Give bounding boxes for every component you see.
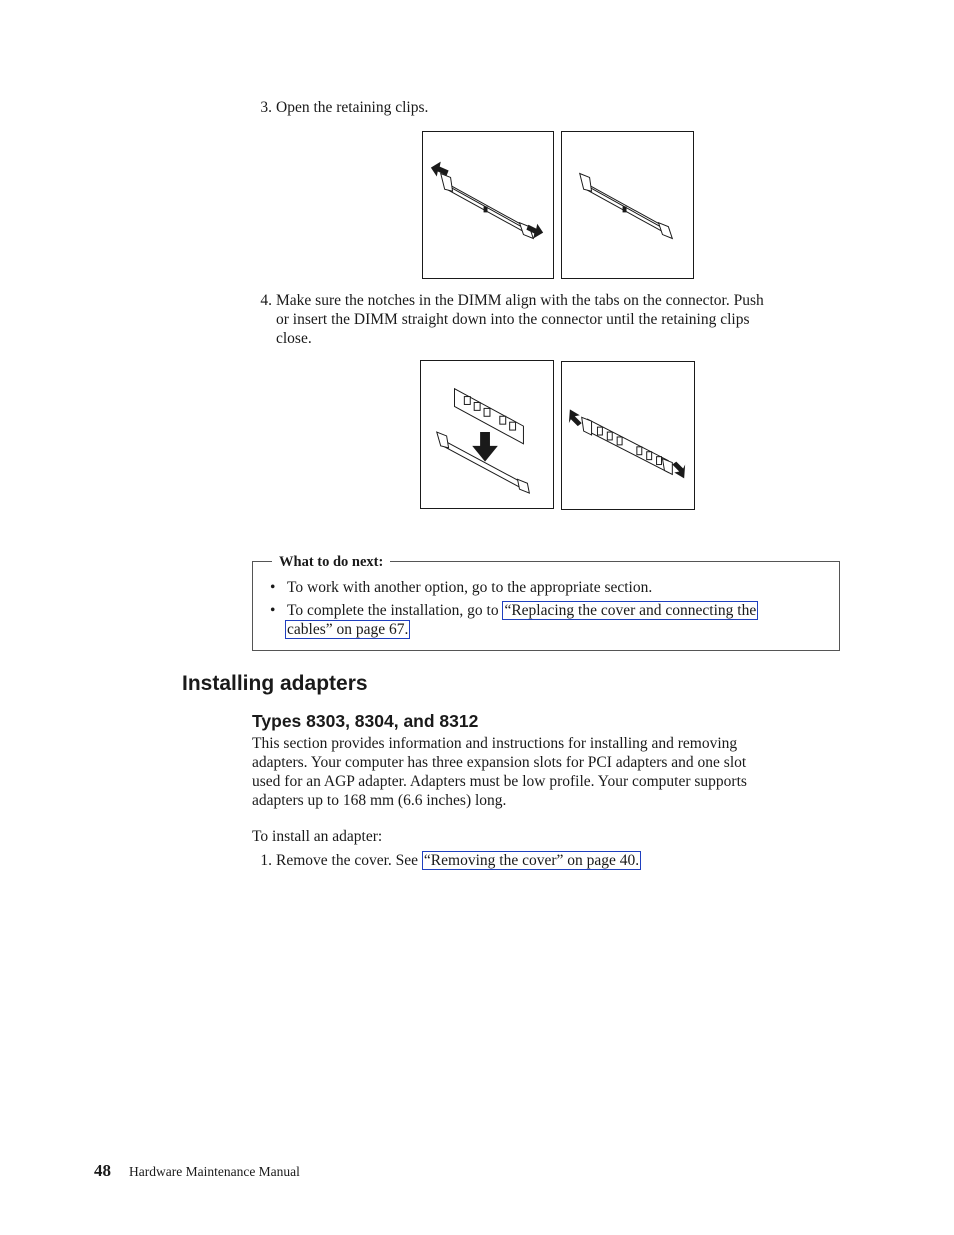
dimm-connector-open-illustration: [423, 132, 553, 278]
paragraph-line-3: used for an AGP adapter. Adapters must be low profile. Your computer supports: [252, 773, 747, 790]
install-step-1-text: [276, 851, 641, 870]
what-to-do-next-title: What to do next:: [272, 553, 390, 571]
next-item-2: [270, 601, 830, 638]
figure-open-clips-arrows: [422, 131, 554, 279]
install-intro: To install an adapter:: [252, 828, 383, 845]
dimm-connector-open-illustration-2: [562, 132, 693, 278]
bullet-icon: •: [270, 602, 276, 619]
next-item-2-line-2: [285, 620, 410, 639]
next-item-2-text: [287, 601, 758, 620]
paragraph-line-2: adapters. Your computer has three expansion slots for PCI adapters and one slot: [252, 754, 747, 771]
manual-title: Hardware Maintenance Manual: [129, 1164, 300, 1179]
figure-insert-dimm: [420, 360, 554, 509]
next-item-1-text: To work with another option, go to the appropriate section.: [287, 579, 653, 596]
next-item-2-prefix: To complete the installation, go to: [287, 602, 503, 619]
step-4-line-1: Make sure the notches in the DIMM align with the tabs on the connector. Push: [276, 292, 764, 309]
install-step-1-prefix: Remove the cover. See: [276, 852, 422, 869]
step-3-number: 3.: [260, 99, 272, 116]
step-4-line-2: or insert the DIMM straight down into the connector until the retaining clips: [276, 311, 750, 328]
paragraph-line-1: This section provides information and instructions for installing and removing: [252, 735, 738, 752]
step-4-line-3: close.: [276, 330, 312, 347]
paragraph-line-4: adapters up to 168 mm (6.6 inches) long.: [252, 792, 507, 809]
section-subtitle: Types 8303, 8304, and 8312: [252, 711, 479, 731]
step-3-text: Open the retaining clips.: [276, 99, 429, 116]
step-4-number: 4.: [260, 292, 272, 309]
figure-open-clips: [561, 131, 694, 279]
section-paragraph: [252, 734, 747, 810]
bullet-icon: •: [270, 579, 276, 596]
figure-dimm-seated: [561, 361, 695, 510]
page-number: 48: [94, 1161, 111, 1180]
replacing-cover-link-continued[interactable]: cables” on page 67.: [287, 621, 409, 638]
dimm-insert-illustration: [421, 361, 553, 508]
replacing-cover-link[interactable]: “Replacing the cover and connecting the: [504, 602, 757, 619]
next-item-1: [270, 578, 653, 597]
removing-cover-link[interactable]: “Removing the cover” on page 40.: [423, 852, 640, 869]
install-step-1-number: 1.: [260, 852, 272, 869]
dimm-seated-illustration: [562, 362, 694, 509]
section-title: Installing adapters: [182, 672, 368, 695]
